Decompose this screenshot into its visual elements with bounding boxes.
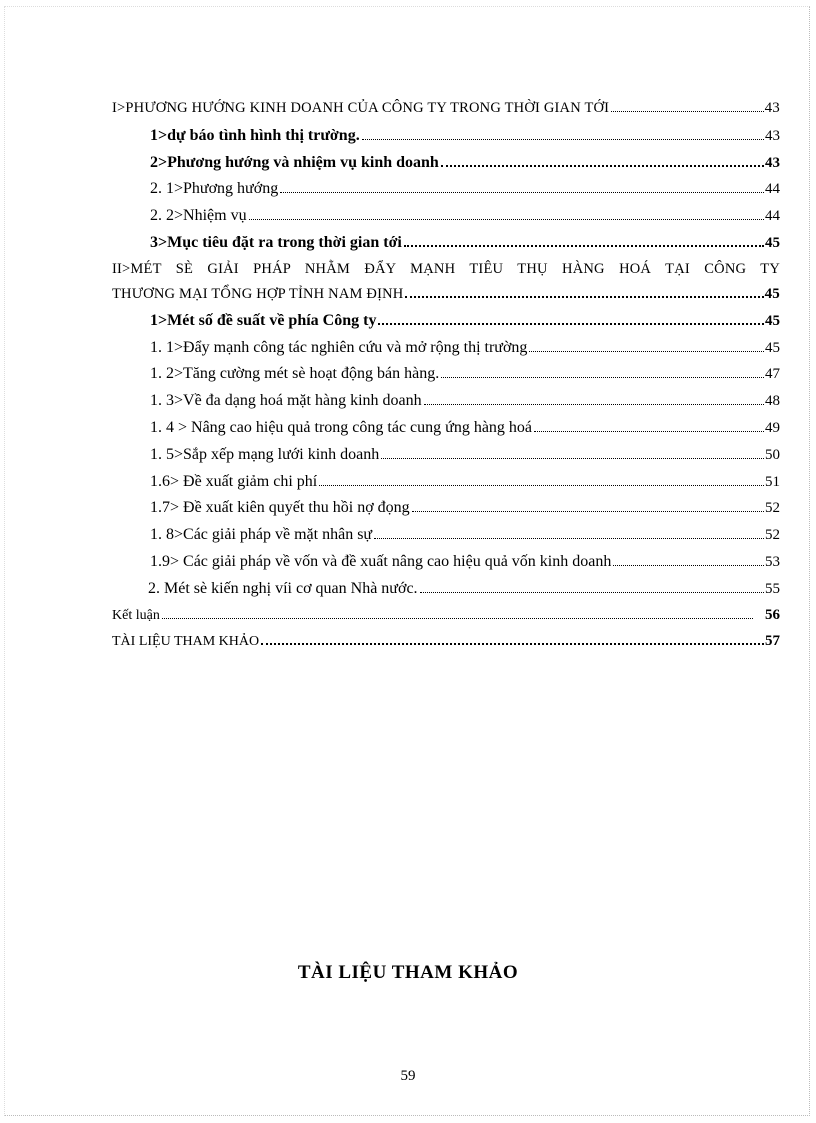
toc-leader	[381, 457, 764, 459]
toc-leader	[362, 138, 764, 140]
toc-leader	[319, 484, 764, 486]
toc-entry[interactable]	[112, 100, 780, 127]
toc-leader	[162, 617, 753, 619]
toc-leader	[404, 244, 764, 247]
toc-entry-page: 49	[765, 419, 780, 436]
toc-entry-page: 47	[765, 366, 780, 383]
toc-leader	[529, 350, 764, 352]
toc-entry-title: Kết luận	[112, 607, 160, 623]
toc-leader	[424, 403, 764, 405]
toc-entry-page: 44	[765, 181, 780, 198]
toc-entry[interactable]	[112, 607, 780, 634]
toc-entry-page: 52	[765, 527, 780, 544]
toc-entry-page: 50	[765, 446, 780, 463]
toc-entry[interactable]	[112, 419, 780, 446]
toc-entry-title: 1. 2>Tăng cường mét sè hoạt động bán hàng.	[150, 365, 440, 383]
toc-entry[interactable]	[112, 127, 780, 154]
toc-entry[interactable]	[112, 446, 780, 473]
toc-entry-page: 45	[764, 285, 780, 302]
toc-leader	[534, 430, 764, 432]
toc-entry-page: 48	[765, 393, 780, 410]
toc-entry-page: 51	[765, 473, 780, 490]
table-of-contents	[112, 100, 780, 660]
toc-entry-title: 1. 1>Đẩy mạnh công tác nghiên cứu và mở rộng thị trường	[150, 338, 528, 356]
toc-entry[interactable]	[112, 207, 780, 234]
toc-leader	[611, 110, 763, 112]
toc-leader	[280, 191, 764, 193]
toc-entry-title: 1. 8>Các giải pháp về mặt nhân sự	[150, 526, 373, 544]
toc-entry[interactable]	[112, 234, 780, 261]
toc-entry-title: 1>dự báo tình hình thị trường.	[150, 126, 360, 144]
toc-entry-title: 1. 5>Sắp xếp mạng lưới kinh doanh	[150, 445, 380, 463]
toc-entry[interactable]	[112, 392, 780, 419]
toc-entry-page: 45	[765, 339, 780, 356]
toc-entry-title: 2. 1>Phương hướng	[150, 180, 279, 198]
toc-leader	[261, 642, 764, 645]
toc-leader	[420, 591, 764, 593]
toc-leader	[441, 376, 764, 378]
toc-entry[interactable]	[112, 553, 780, 580]
toc-entry-page: 44	[765, 208, 780, 225]
toc-entry-multiline[interactable]	[112, 261, 780, 312]
toc-entry-title: 1.7> Đề xuất kiên quyết thu hồi nợ đọng	[150, 499, 410, 517]
toc-entry-page: 45	[765, 234, 780, 251]
toc-entry-page: 52	[765, 500, 780, 517]
toc-leader	[405, 295, 763, 298]
toc-entry-title: 1. 3>Về đa dạng hoá mặt hàng kinh doanh	[150, 392, 422, 410]
toc-entry-title-line2: THƯƠNG MẠI TỔNG HỢP TỈNH NAM ĐỊNH	[112, 285, 404, 302]
toc-entry-title: 1.6> Đề xuất giảm chi phí	[150, 472, 318, 490]
toc-leader	[249, 218, 764, 220]
toc-entry-page: 43	[765, 154, 780, 171]
toc-entry-title: 2. Mét sè kiến nghị víi cơ quan Nhà nước.	[148, 579, 418, 597]
toc-entry-title: 1.9> Các giải pháp về vốn và đề xuất nâng cao hiệu quả vốn kinh doanh	[150, 552, 612, 570]
toc-leader	[374, 537, 764, 539]
toc-entry-title: I>PHƯƠNG HƯỚNG KINH DOANH CỦA CÔNG TY TRONG THỜI GIAN TỚI	[112, 100, 610, 116]
section-title: TÀI LIỆU THAM KHẢO	[297, 962, 519, 983]
toc-entry[interactable]	[112, 526, 780, 553]
toc-entry-page: 43	[765, 127, 780, 144]
toc-entry[interactable]	[112, 499, 780, 526]
toc-entry-page: 57	[765, 633, 780, 650]
toc-leader	[412, 510, 764, 512]
toc-entry-page: 53	[765, 553, 780, 570]
toc-entry-title-line1: II>MÉT SÈ GIẢI PHÁP NHẰM ĐẨY MẠNH TIÊU THỤ HÀNG HOÁ TẠI CÔNG TY	[112, 260, 780, 277]
toc-entry[interactable]	[112, 180, 780, 207]
toc-entry	[112, 286, 780, 312]
page-number: 59	[400, 1068, 416, 1084]
toc-entry-title: 1. 4 > Nâng cao hiệu quả trong công tác cung ứng hàng hoá	[150, 418, 533, 436]
toc-entry-title: 2>Phương hướng và nhiệm vụ kinh doanh	[150, 153, 439, 171]
toc-entry[interactable]	[112, 339, 780, 366]
toc-entry-page: 55	[765, 580, 780, 597]
toc-leader	[613, 564, 764, 566]
toc-entry-title: 2. 2>Nhiệm vụ	[150, 207, 247, 225]
toc-entry-page: 45	[765, 312, 780, 329]
toc-leader	[378, 322, 764, 325]
toc-entry[interactable]	[112, 580, 780, 607]
toc-entry[interactable]	[112, 154, 780, 181]
toc-entry-page: 56	[765, 606, 780, 623]
toc-entry[interactable]	[112, 633, 780, 660]
toc-entry-page: 43	[764, 100, 780, 116]
toc-entry[interactable]	[112, 312, 780, 339]
toc-entry[interactable]	[112, 365, 780, 392]
toc-leader	[441, 164, 764, 167]
toc-entry[interactable]	[112, 473, 780, 500]
toc-entry-title: TÀI LIỆU THAM KHẢO	[112, 634, 260, 650]
toc-entry-title: 1>Mét số đề suất về phía Công ty	[150, 311, 377, 329]
toc-entry-title: 3>Mục tiêu đặt ra trong thời gian tới	[150, 233, 402, 251]
